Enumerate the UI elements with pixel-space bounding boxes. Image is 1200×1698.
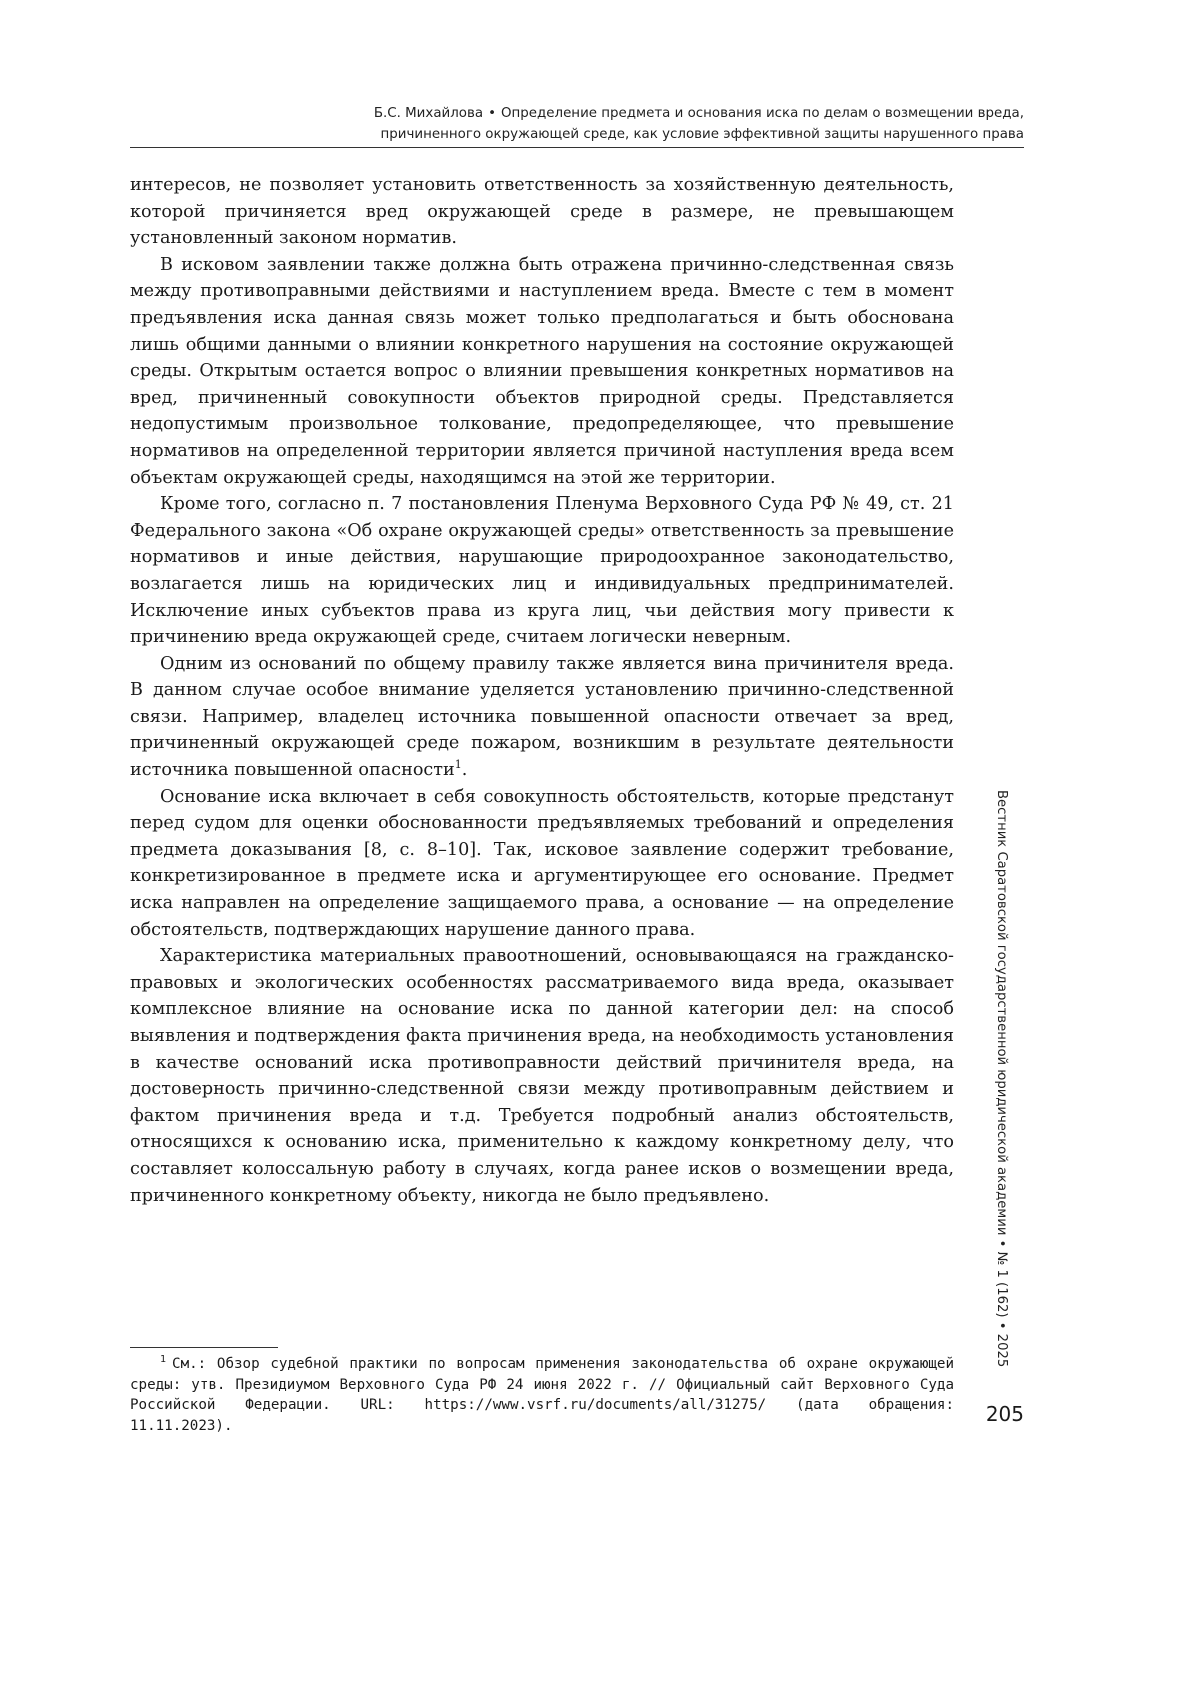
page-number: 205 [985, 1402, 1024, 1426]
article-body [130, 172, 954, 1209]
author-name: Б.С. Михайлова [373, 106, 484, 121]
running-head-line-1 [130, 103, 1024, 124]
article-title-line-2: причиненного окружающей среде, как условие эффективной защиты нарушенного права [380, 127, 1024, 142]
paragraph-5: Основание иска включает в себя совокупность обстоятельств, которые предстанут перед судом для оценки обоснованности предъявляемых требований и определения предмета доказывания [8, с. 8–10]. Так, исковое заявление содержит требование, конкретизированное в предмете иска и аргументирующее его основание. Предмет иска направлен на определение защищаемого права, а основание — на определение обстоятельств, подтверждающих нарушение данного права. [130, 786, 954, 940]
paragraph-1: интересов, не позволяет установить ответственность за хозяйственную деятельность, которой причиняется вред окружающей среде в размере, не превышающем установленный законом норматив. [130, 175, 954, 249]
paragraph-2: В исковом заявлении также должна быть отражена причинно-следственная связь между противоправными действиями и наступлением вреда. Вместе с тем в момент предъявления иска данная связь может только предполагаться и быть обоснована лишь общими данными о влиянии конкретного нарушения на состояние окружающей среды. Открытым остается вопрос о влиянии превышения конкретных нормативов на вред, причиненный совокупности объектов природной среды. Представляется недопустимым произвольное толкование, предопределяющее, что превышение нормативов на определенной территории является причиной наступления вреда всем объектам окружающей среды, находящимся на этой же территории. [130, 254, 954, 488]
footnote-number: 1 [160, 1354, 167, 1366]
header-separator: • [488, 106, 496, 121]
running-head [130, 103, 1024, 145]
journal-side-title [994, 790, 1024, 1368]
article-title-line-1: Определение предмета и основания иска по делам о возмещении вреда, [500, 106, 1024, 121]
header-rule [130, 147, 1024, 148]
paragraph-6: Характеристика материальных правоотношений, основывающаяся на гражданско-правовых и экологических особенностях рассматриваемого вида вреда, оказывает комплексное влияние на основание иска по данной категории дел: на способ выявления и подтверждения факта причинения вреда, на необходимость установления в качестве оснований иска противоправности действий причинителя вреда, на достоверность причинно-следственной связи между противоправным действием и фактом причинения вреда и т.д. Требуется подробный анализ обстоятельств, относящихся к основанию иска, применительно к каждому конкретному делу, что составляет колоссальную работу в случаях, когда ранее исков о возмещении вреда, причиненного конкретному объекту, никогда не было предъявлено. [130, 946, 954, 1206]
paragraph-4 [130, 651, 954, 784]
footnote-reference[interactable]: 1 [454, 758, 462, 772]
footnote-rule [130, 1347, 278, 1348]
paragraph-4-tail: . [461, 760, 468, 781]
footnote [130, 1354, 954, 1436]
journal-title-text: Вестник Саратовской государственной юридической академии • № 1 (162) • 2025 [994, 790, 1009, 1368]
paragraph-4-text: Одним из оснований по общему правилу также является вина причинителя вреда. В данном случае особое внимание уделяется установлению причинно-следственной связи. Например, владелец источника повышенной опасности отвечает за вред, причиненный окружающей среде пожаром, возникшим в результате деятельности источника повышенной опасности [130, 653, 954, 781]
paragraph-3: Кроме того, согласно п. 7 постановления Пленума Верховного Суда РФ № 49, ст. 21 Федерального закона «Об охране окружающей среды» ответственность за превышение нормативов и иные действия, нарушающие природоохранное законодательство, возлагается лишь на юридических лиц и индивидуальных предпринимателей. Исключение иных субъектов права из круга лиц, чьи действия могу привести к причинению вреда окружающей среде, считаем логически неверным. [130, 494, 954, 648]
footnote-text: См.: Обзор судебной практики по вопросам применения законодательства об охране окружающей среды: утв. Президиумом Верховного Суда РФ 24 июня 2022 г. // Официальный сайт Верховного Суда Российской Федерации. URL: https://www.vsrf.ru/documents/all/31275/ (дата обращения: 11.11.2023). [130, 1356, 954, 1434]
